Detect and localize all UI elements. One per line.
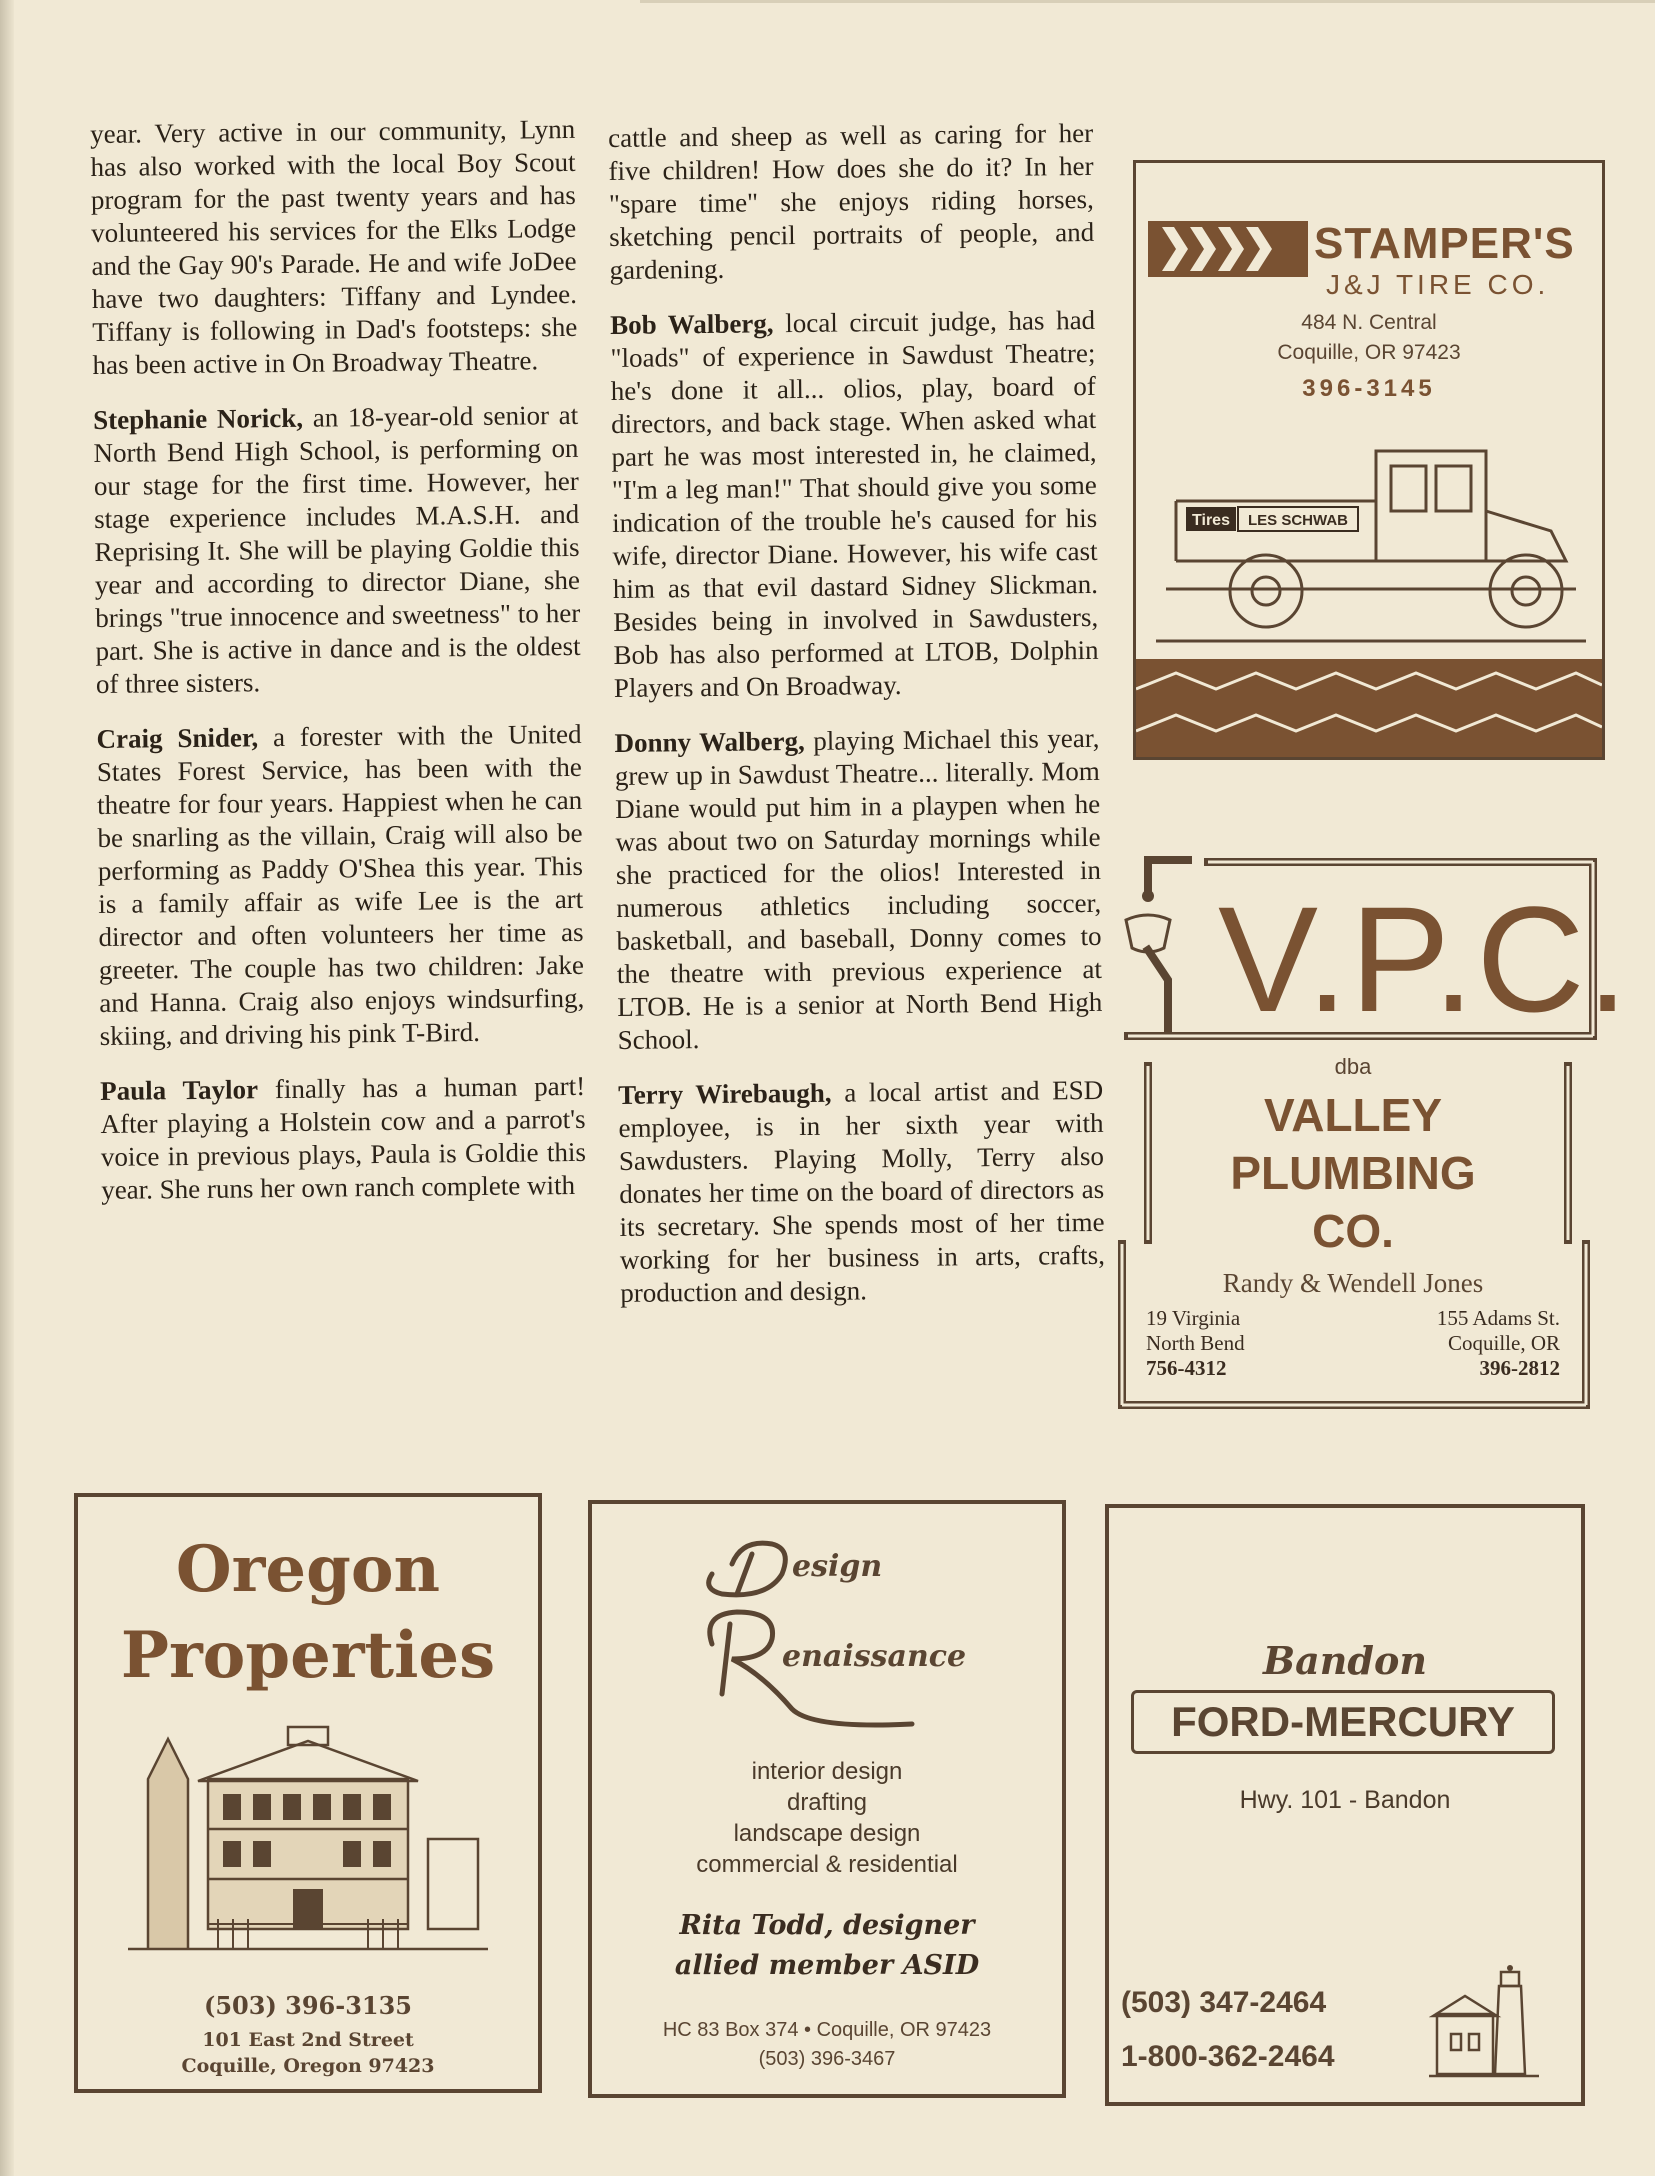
vpc-right-street: 155 Adams St. bbox=[1436, 1306, 1560, 1330]
vpc-location-north-bend bbox=[1146, 1306, 1245, 1381]
antique-truck-icon bbox=[1156, 441, 1586, 651]
logo-text-enaissance: enaissance bbox=[782, 1639, 967, 1674]
bandon-script-logo: Bandon bbox=[1263, 1638, 1427, 1683]
oregon-properties-address bbox=[78, 2027, 538, 2079]
bandon-phone-local: (503) 347-2464 bbox=[1121, 1986, 1327, 2019]
vpc-name-line-2: PLUMBING bbox=[1230, 1147, 1476, 1199]
vpc-company-name bbox=[1108, 1086, 1598, 1260]
article-column-2 bbox=[608, 117, 1106, 1332]
vpc-left-street: 19 Virginia bbox=[1146, 1306, 1241, 1330]
paragraph-text: cattle and sheep as well as caring for her five children! How does she do it? In her "spare time" she enjoys riding horses, sketching pencil portraits of people, and gardening. bbox=[608, 117, 1095, 285]
oregon-title-line-2: Properties bbox=[120, 1618, 496, 1693]
cast-member-name: Terry Wirebaugh, bbox=[618, 1077, 832, 1110]
cast-member-name: Bob Walberg, bbox=[609, 308, 774, 340]
oregon-properties-ad bbox=[74, 1493, 542, 2093]
design-address: HC 83 Box 374 • Coquille, OR 97423 bbox=[662, 2019, 992, 2041]
paragraph-text: finally has a human part! After playing a Holstein cow and a parrot's voice in previous plays, Paula is Goldie this year. She runs her own ranch complete with bbox=[100, 1070, 587, 1205]
tire-tread-icon bbox=[1136, 659, 1602, 757]
stampers-street: 484 N. Central bbox=[1301, 311, 1437, 334]
vpc-location-coquille bbox=[1437, 1306, 1560, 1381]
stampers-brand: STAMPER'S bbox=[1314, 219, 1575, 268]
design-contact bbox=[592, 2016, 1062, 2074]
col1-paragraph bbox=[96, 718, 584, 1053]
paragraph-text: a forester with the United States Forest Service, has been with the theatre for four years. Happiest when he can be snarling as the villain, Craig will also be performing as Paddy O'Shea this year. This is a family affair as wife Lee is the art director and often volunteers her time as greeter. The couple has two children: Jake and Hanna. Craig also enjoys windsurfing, skiing, and driving his pink T-Bird. bbox=[96, 718, 585, 1051]
col2-paragraph bbox=[614, 722, 1102, 1057]
vpc-left-phone: 756-4312 bbox=[1146, 1356, 1227, 1380]
bandon-phone-tollfree: 1-800-362-2464 bbox=[1121, 2040, 1335, 2073]
design-service-item: interior design bbox=[751, 1758, 903, 1785]
vpc-right-city: Coquille, OR bbox=[1447, 1331, 1560, 1355]
logo-text-esign: esign bbox=[792, 1549, 883, 1584]
vpc-owners: Randy & Wendell Jones bbox=[1222, 1268, 1484, 1298]
bandon-location: Hwy. 101 - Bandon bbox=[1239, 1786, 1451, 1814]
bandon-ford-mercury-ad bbox=[1105, 1504, 1585, 2106]
col2-paragraph bbox=[608, 117, 1095, 287]
designer-name: Rita Todd, designer bbox=[679, 1910, 975, 1941]
col2-paragraph bbox=[610, 304, 1099, 705]
vpc-name-line-1: VALLEY bbox=[1263, 1089, 1443, 1141]
truck-sign-les-schwab: LES SCHWAB bbox=[1247, 512, 1349, 529]
chevron-logo-icon bbox=[1148, 221, 1308, 277]
vpc-right-phone: 396-2812 bbox=[1479, 1356, 1560, 1380]
design-designer bbox=[592, 1906, 1062, 1986]
stampers-city: Coquille, OR 97423 bbox=[1277, 341, 1461, 364]
lighthouse-icon bbox=[1429, 1962, 1539, 2082]
paragraph-text: a local artist and ESD employee, is in her sixth year with Sawdusters. Playing Molly, Terry also donates her time on the board of directors as its secretary. She spends most of her time working for her business in arts, crafts, production and design. bbox=[618, 1074, 1106, 1308]
stampers-subtitle: J&J TIRE CO. bbox=[1326, 269, 1550, 300]
oregon-properties-phone: (503) 396-3135 bbox=[203, 1991, 413, 2020]
paragraph-text: playing Michael this year, grew up in Sawdust Theatre... literally. Mom Diane would put him in a playpen when he was about two on Saturday mornings while she practiced for the olios! Interested in numerous athletics including soccer, basketball, and baseball, Donny comes to the theatre with previous experience at LTOB. He is a senior at North Bend High School. bbox=[614, 722, 1103, 1055]
design-services-list bbox=[592, 1756, 1062, 1880]
oregon-title-line-1: Oregon bbox=[175, 1532, 441, 1607]
top-rule bbox=[640, 0, 1655, 3]
designer-membership: allied member ASID bbox=[674, 1950, 980, 1981]
design-service-item: commercial & residential bbox=[696, 1851, 958, 1878]
paragraph-text: an 18-year-old senior at North Bend High School, is performing on our stage for the first time. However, her stage experience includes M.A.S.H. and Reprising It. She will be playing Goldie this year and according to director Diane, she brings "true innocence and sweetness" to her part. She is active in dance and is the oldest of three sisters. bbox=[93, 399, 581, 699]
design-phone: (503) 396-3467 bbox=[758, 2048, 896, 2070]
oregon-city: Coquille, Oregon 97423 bbox=[181, 2055, 435, 2077]
vpc-dba: dba bbox=[1334, 1054, 1372, 1079]
oregon-properties-title bbox=[78, 1527, 538, 1699]
stampers-address bbox=[1136, 308, 1602, 368]
vpc-logo: V.P.C. bbox=[1218, 875, 1631, 1043]
design-service-item: drafting bbox=[786, 1789, 868, 1816]
paragraph-text: local circuit judge, has had "loads" of experience in Sawdust Theatre; he's done it all... olios, play, board of directors, and back stage. When asked what part he was most interested in, he claimed, "I'm a leg man!" That should give you some indication of the trouble he's caused for his wife, director Diane. However, his wife cast him as that evil dastard Sidney Slickman. Besides being in involved in Sawdusters, Bob has also performed at LTOB, Dolphin Players and On Broadway. bbox=[610, 304, 1099, 703]
victorian-house-icon bbox=[128, 1719, 488, 1969]
vpc-left-city: North Bend bbox=[1146, 1331, 1245, 1355]
cast-member-name: Craig Snider, bbox=[96, 722, 259, 754]
cast-member-name: Paula Taylor bbox=[100, 1074, 259, 1106]
ford-mercury-logo: FORD-MERCURY bbox=[1131, 1690, 1555, 1754]
col1-paragraph bbox=[93, 399, 581, 701]
stampers-tire-ad bbox=[1133, 160, 1605, 760]
page-binding bbox=[0, 0, 14, 2176]
design-service-item: landscape design bbox=[733, 1820, 921, 1847]
article-column-1 bbox=[90, 113, 587, 1229]
cast-member-name: Donny Walberg, bbox=[614, 725, 805, 758]
design-renaissance-logo bbox=[682, 1534, 982, 1734]
col1-paragraph bbox=[100, 1070, 586, 1207]
col1-paragraph bbox=[90, 113, 578, 382]
stampers-phone: 396-3145 bbox=[1302, 375, 1436, 402]
cast-member-name: Stephanie Norick, bbox=[93, 402, 304, 435]
oregon-street: 101 East 2nd Street bbox=[202, 2029, 414, 2051]
paragraph-text: year. Very active in our community, Lynn has also worked with the local Boy Scout program for the past twenty years and has volunteered his services for the Elks Lodge and the Gay 90's Parade. He and wife JoDee have two daughters: Tiffany and Lyndee. Tiffany is following in Dad's footsteps: she has been active in On Broadway Theatre. bbox=[90, 113, 578, 380]
vpc-name-line-3: CO. bbox=[1312, 1205, 1394, 1257]
design-renaissance-ad bbox=[588, 1500, 1066, 2098]
col2-paragraph bbox=[618, 1074, 1105, 1310]
valley-plumbing-ad bbox=[1108, 840, 1631, 1418]
truck-sign-tires: Tires bbox=[1192, 512, 1230, 529]
